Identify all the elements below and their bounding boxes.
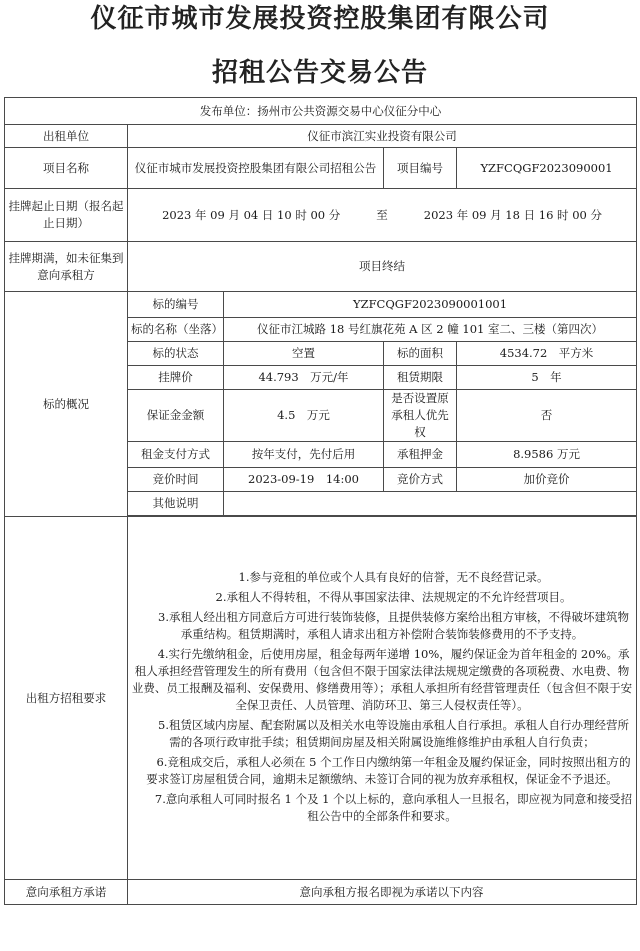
bid-method-label: 竞价方式 <box>384 468 457 492</box>
item-code-value: YZFCQGF2023090001001 <box>224 292 637 318</box>
listing-period-value <box>128 189 637 242</box>
lessor-value: 仪征市滨江实业投资有限公司 <box>128 125 637 148</box>
listing-end: 2023 年 09 月 18 日 16 时 00 分 <box>423 207 602 222</box>
commitment-label: 意向承租方承诺 <box>5 880 128 905</box>
lessor-label: 出租单位 <box>5 125 128 148</box>
area-label: 标的面积 <box>384 342 457 366</box>
listing-period-label: 挂牌起止日期（报名起止日期） <box>5 189 128 242</box>
commitment-value: 意向承租方报名即视为承诺以下内容 <box>128 880 637 905</box>
expiry-row <box>5 242 637 292</box>
price-value: 44.793 万元/年 <box>224 366 384 390</box>
payment-label: 租金支付方式 <box>128 442 224 468</box>
listing-period-row <box>5 189 637 242</box>
bid-time-label: 竞价时间 <box>128 468 224 492</box>
page-title: 仪征市城市发展投资控股集团有限公司 <box>90 4 550 34</box>
other-value <box>224 492 637 516</box>
listing-to: 至 <box>376 207 388 222</box>
other-label: 其他说明 <box>128 492 224 516</box>
priority-value: 否 <box>457 390 637 442</box>
project-code-value: YZFCQGF2023090001 <box>457 148 637 189</box>
pledge-label: 承租押金 <box>384 442 457 468</box>
priority-label: 是否设置原承租人优先权 <box>384 390 457 442</box>
status-label: 标的状态 <box>128 342 224 366</box>
requirement-item: 5.租赁区域内房屋、配套附属以及相关水电等设施由承租人自行承担。承租人自行办理经营所需的各项行政审批手续；租赁期间房屋及相关附属设施维修维护由承租人自行负责； <box>158 717 630 749</box>
requirement-item: 3.承租人经出租方同意后方可进行装饰装修，且提供装修方案给出租方审核，不得破坏建筑物承重结构。租赁期满时，承租人请求出租方补偿附合装饰装修费用的不予支持。 <box>158 609 630 641</box>
payment-value: 按年支付，先付后用 <box>224 442 384 468</box>
project-code-label: 项目编号 <box>384 148 457 189</box>
project-row <box>5 148 637 189</box>
overview-label: 标的概况 <box>5 292 128 517</box>
requirement-item: 6.竞租成交后，承租人必须在 5 个工作日内缴纳第一年租金及履约保证金，同时按照出租方的要求签订房屋租赁合同，逾期未足额缴纳、未签订合同的视为放弃承租权，保证金不予退还。 <box>146 754 631 786</box>
deposit-label: 保证金金额 <box>128 390 224 442</box>
requirement-item: 1.参与竞租的单位或个人具有良好的信誉，无不良经营记录。 <box>238 569 549 584</box>
expiry-label: 挂牌期满，如未征集到意向承租方 <box>5 242 128 292</box>
project-name-value: 仪征市城市发展投资控股集团有限公司招租公告 <box>128 148 384 189</box>
publisher-cell: 发布单位：扬州市公共资源交易中心仪征分中心 <box>5 98 637 125</box>
status-value: 空置 <box>224 342 384 366</box>
publisher-row <box>5 98 637 125</box>
bid-method-value: 加价竞价 <box>457 468 637 492</box>
page-subtitle: 招租公告交易公告 <box>211 58 428 88</box>
item-name-label: 标的名称（坐落） <box>128 318 224 342</box>
requirements-label: 出租方招租要求 <box>5 517 128 880</box>
overview-row-code <box>5 292 637 318</box>
lessor-row <box>5 125 637 148</box>
commitment-row <box>5 880 637 905</box>
deposit-value: 4.5 万元 <box>224 390 384 442</box>
requirements-row <box>5 517 637 880</box>
area-value: 4534.72 平方米 <box>457 342 637 366</box>
term-label: 租赁期限 <box>384 366 457 390</box>
item-name-value: 仪征市江城路 18 号红旗花苑 A 区 2 幢 101 室二、三楼（第四次） <box>224 318 637 342</box>
requirement-item: 4.实行先缴纳租金，后使用房屋，租金每两年递增 10%，履约保证金为首年租金的 20%。承租人承担经营管理发生的所有费用（包含但不限于国家法律法规规定缴费的各项税费、水电费、物业费、员工报酬及福利、安保费用、修缮费用等）；承租人承担所有经营管理责任（包含但不限于安全保卫责任、人员管理、消防环卫、第三人侵权责任等）。 <box>131 646 633 712</box>
term-value: 5 年 <box>457 366 637 390</box>
listing-start: 2023 年 09 月 04 日 10 时 00 分 <box>162 207 341 222</box>
requirement-item: 7.意向承租人可同时报名 1 个及 1 个以上标的，意向承租人一旦报名，即应视为同意和接受招租公告中的全部条件和要求。 <box>154 791 633 823</box>
pledge-value: 8.9586 万元 <box>457 442 637 468</box>
requirement-item: 2.承租人不得转租，不得从事国家法律、法规规定的不允许经营项目。 <box>215 589 572 604</box>
item-code-label: 标的编号 <box>128 292 224 318</box>
bid-time-value: 2023-09-19 14:00 <box>224 468 384 492</box>
project-name-label: 项目名称 <box>5 148 128 189</box>
announcement-table <box>4 97 637 905</box>
expiry-value: 项目终结 <box>128 242 637 292</box>
price-label: 挂牌价 <box>128 366 224 390</box>
requirements-list <box>128 517 637 880</box>
